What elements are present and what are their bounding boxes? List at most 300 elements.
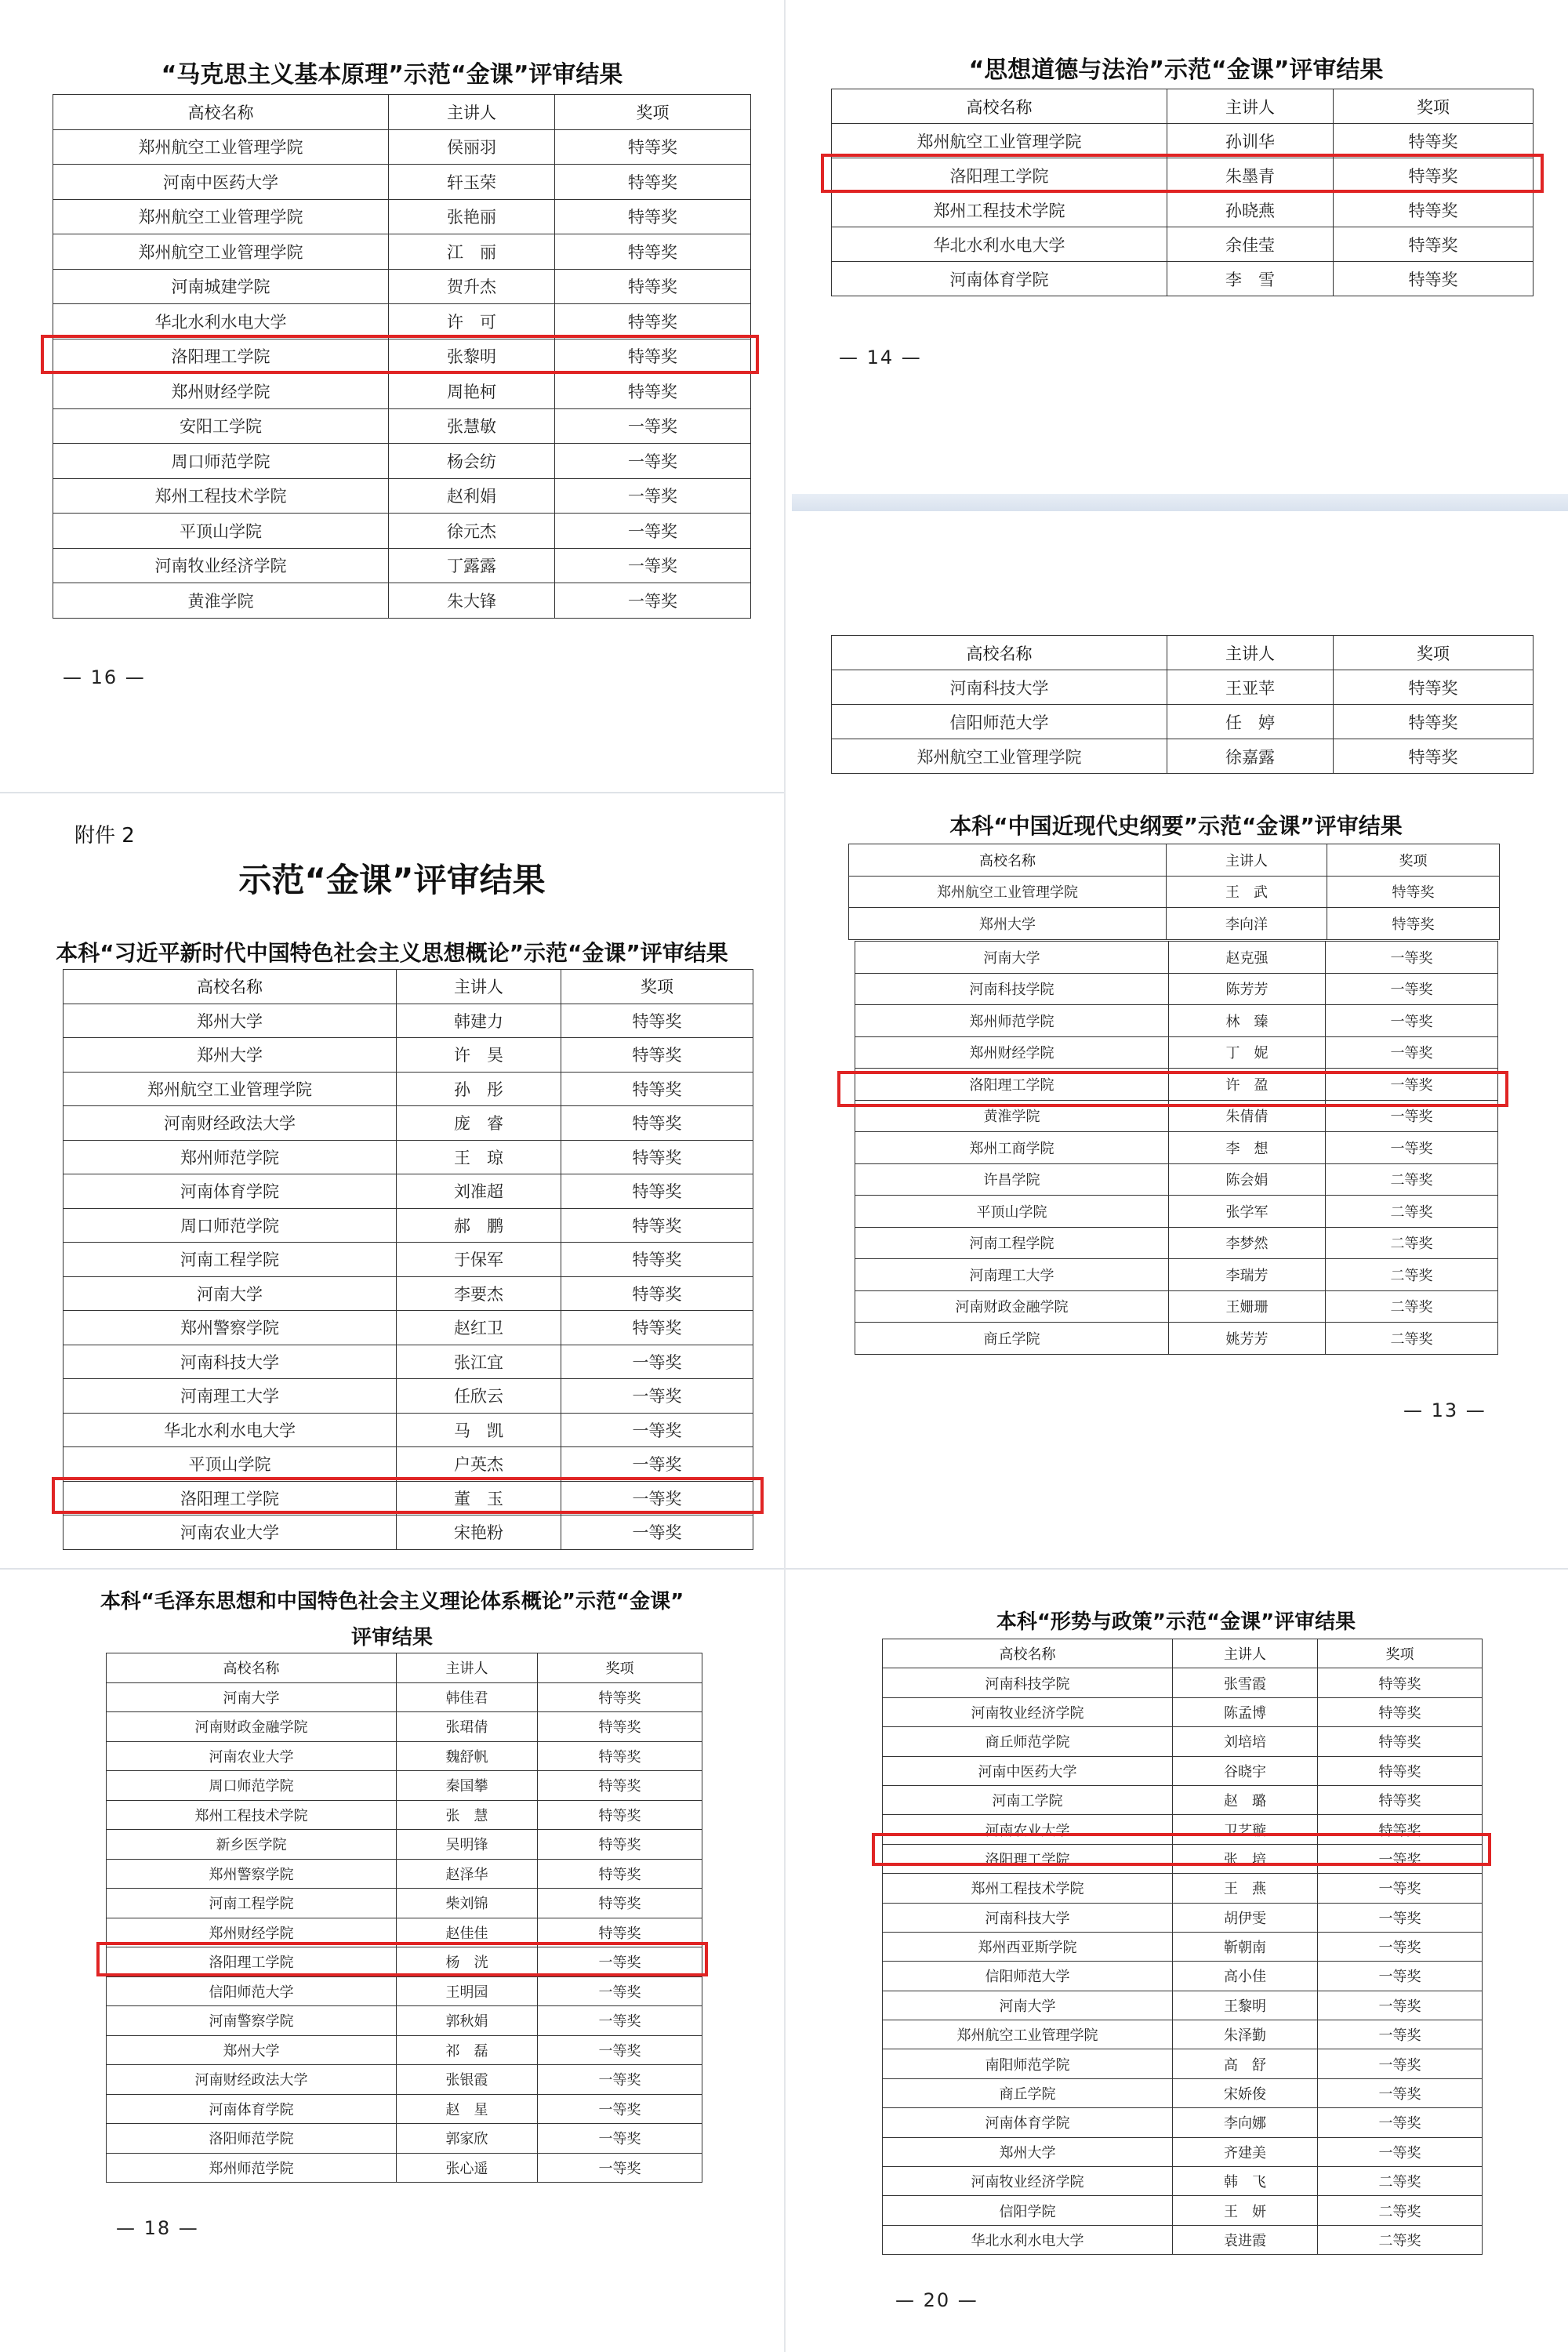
teacher-name: 柴刘锦 [397,1889,538,1918]
award: 特等奖 [1334,705,1534,739]
award: 一等奖 [561,1481,753,1515]
award: 特等奖 [1318,1815,1483,1844]
award: 二等奖 [1326,1196,1498,1228]
school-name: 黄淮学院 [53,583,389,619]
teacher-name: 刘培培 [1173,1727,1318,1756]
teacher-name: 宋娇俊 [1173,2078,1318,2107]
school-name: 河南城建学院 [53,269,389,304]
school-name: 信阳师范大学 [107,1976,397,2006]
award: 一等奖 [561,1379,753,1414]
award: 特等奖 [538,1889,702,1918]
school-name: 郑州大学 [64,1004,397,1038]
table-row [832,670,1534,705]
school-name: 许昌学院 [855,1163,1169,1196]
teacher-name: 韩建力 [397,1004,561,1038]
teacher-name: 李要杰 [397,1276,561,1311]
page-number: — 16 — [63,666,146,688]
table-row [855,1163,1498,1196]
school-name: 郑州航空工业管理学院 [883,2020,1173,2049]
teacher-name: 许 昊 [397,1038,561,1073]
award: 特等奖 [561,1106,753,1141]
school-name: 河南大学 [107,1682,397,1712]
award: 二等奖 [1326,1290,1498,1323]
award: 二等奖 [1326,1227,1498,1259]
award: 特等奖 [1327,876,1500,908]
table-row [64,1311,753,1345]
school-name: 黄淮学院 [855,1100,1169,1132]
school-name: 洛阳理工学院 [832,158,1167,193]
award: 二等奖 [1318,2225,1483,2254]
teacher-name: 谷晓宇 [1173,1756,1318,1785]
teacher-name: 宋艳粉 [397,1515,561,1550]
table-row [64,1345,753,1379]
teacher-name: 祁 磊 [397,2035,538,2065]
award: 特等奖 [555,304,751,339]
table-row [107,1859,702,1889]
school-name: 华北水利水电大学 [883,2225,1173,2254]
school-name: 河南理工大学 [64,1379,397,1414]
school-name: 郑州工商学院 [855,1132,1169,1164]
panel-xingce [792,1576,1568,2352]
teacher-name: 许 可 [389,304,555,339]
table-row [53,199,751,234]
table-row [53,304,751,339]
table-header [832,636,1534,670]
school-name: 河南财经政法大学 [64,1106,397,1141]
award: 一等奖 [555,408,751,444]
teacher-name: 郝 鹏 [397,1208,561,1243]
panel-title: 本科“中国近现代史纲要”示范“金课”评审结果 [949,813,1403,839]
page-number: — 18 — [116,2217,199,2239]
award: 二等奖 [1326,1163,1498,1196]
header-school: 高校名称 [832,89,1167,124]
school-name: 郑州财经学院 [53,374,389,409]
teacher-name: 张银霞 [397,2065,538,2095]
school-name: 郑州大学 [849,908,1167,940]
page-number: — 20 — [895,2289,978,2311]
header-school: 高校名称 [53,95,389,130]
table-row [883,1756,1483,1785]
award: 特等奖 [555,374,751,409]
school-name: 郑州大学 [64,1038,397,1073]
school-name: 平顶山学院 [64,1447,397,1482]
teacher-name: 张珺倩 [397,1712,538,1742]
award: 特等奖 [1318,1727,1483,1756]
table-row [855,1036,1498,1069]
panel-title: 本科“习近平新时代中国特色社会主义思想概论”示范“金课”评审结果 [56,940,728,966]
teacher-name: 孙 彤 [397,1072,561,1106]
page-gap [792,494,1568,511]
results-table [855,941,1498,1355]
school-name: 南阳师范学院 [883,2049,1173,2078]
table-row [855,1323,1498,1355]
award: 特等奖 [1334,262,1534,296]
award: 特等奖 [1334,739,1534,774]
teacher-name: 陈芳芳 [1169,973,1326,1005]
school-name: 河南农业大学 [883,1815,1173,1844]
table-row [883,2108,1483,2137]
award: 特等奖 [561,1208,753,1243]
table-row [64,1515,753,1550]
teacher-name: 李向娜 [1173,2108,1318,2137]
school-name: 郑州工程技术学院 [832,193,1167,227]
table-row [883,2020,1483,2049]
school-name: 郑州工程技术学院 [107,1800,397,1830]
school-name: 郑州航空工业管理学院 [53,199,389,234]
header-teacher: 主讲人 [389,95,555,130]
table-row [53,234,751,270]
award: 一等奖 [538,1976,702,2006]
header-school: 高校名称 [883,1639,1173,1668]
award: 特等奖 [555,199,751,234]
panel-mayuan [0,0,784,784]
teacher-name: 周艳柯 [389,374,555,409]
table-row [883,2167,1483,2196]
school-name: 洛阳理工学院 [883,1844,1173,1873]
table-row [53,408,751,444]
table-row [855,973,1498,1005]
award: 特等奖 [1327,908,1500,940]
table-row [855,1259,1498,1291]
teacher-name: 丁露露 [389,548,555,583]
header-teacher: 主讲人 [397,970,561,1004]
teacher-name: 赵克强 [1169,942,1326,974]
divider-row1 [0,792,784,793]
divider-col [784,0,786,2352]
school-name: 信阳师范大学 [883,1962,1173,1991]
table-row [107,2065,702,2095]
table-row [53,583,751,619]
header-award: 奖项 [1334,89,1534,124]
teacher-name: 张江宜 [397,1345,561,1379]
highlight-box [872,1833,1491,1866]
school-name: 周口师范学院 [64,1208,397,1243]
header-teacher: 主讲人 [397,1653,538,1683]
teacher-name: 韩佳君 [397,1682,538,1712]
table-row [832,705,1534,739]
teacher-name: 高小佳 [1173,1962,1318,1991]
school-name: 郑州航空工业管理学院 [832,739,1167,774]
teacher-name: 贺升杰 [389,269,555,304]
table-row [855,1290,1498,1323]
award: 一等奖 [555,548,751,583]
school-name: 河南科技学院 [855,973,1169,1005]
school-name: 河南牧业经济学院 [53,548,389,583]
school-name: 河南工程学院 [107,1889,397,1918]
teacher-name: 杨 洸 [397,1947,538,1977]
table-row [883,1962,1483,1991]
school-name: 河南体育学院 [883,2108,1173,2137]
school-name: 郑州工程技术学院 [53,478,389,514]
panel-gangyao [792,800,1568,1564]
award: 特等奖 [538,1859,702,1889]
header-award: 奖项 [1318,1639,1483,1668]
highlight-box [96,1942,708,1976]
teacher-name: 张慧敏 [389,408,555,444]
header-award: 奖项 [1334,636,1534,670]
table-row [883,1874,1483,1903]
table-row [883,2225,1483,2254]
teacher-name: 刘准超 [397,1174,561,1209]
table-row [832,124,1534,158]
school-name: 郑州财经学院 [107,1918,397,1947]
table-row [855,1005,1498,1037]
table-row [107,2094,702,2124]
teacher-name: 张艳丽 [389,199,555,234]
teacher-name: 王 武 [1167,876,1327,908]
table-row [883,2078,1483,2107]
table-row [107,2006,702,2036]
table-row [107,1771,702,1801]
award: 一等奖 [538,1947,702,1977]
table-row [53,478,751,514]
teacher-name: 陈会娟 [1169,1163,1326,1196]
teacher-name: 郭家欣 [397,2124,538,2154]
award: 一等奖 [1318,2020,1483,2049]
teacher-name: 庞 睿 [397,1106,561,1141]
school-name: 河南工学院 [883,1785,1173,1814]
award: 一等奖 [561,1413,753,1447]
table-header [832,89,1534,124]
school-name: 郑州大学 [107,2035,397,2065]
table-row [832,193,1534,227]
school-name: 河南工程学院 [855,1227,1169,1259]
table-row [107,1889,702,1918]
school-name: 洛阳理工学院 [855,1069,1169,1101]
header-school: 高校名称 [64,970,397,1004]
teacher-name: 胡伊雯 [1173,1903,1318,1932]
table-row [107,1830,702,1860]
table-row [855,1196,1498,1228]
award: 一等奖 [1318,1991,1483,2020]
table-row [53,269,751,304]
teacher-name: 户英杰 [397,1447,561,1482]
award: 特等奖 [561,1276,753,1311]
table-row [64,1038,753,1073]
school-name: 河南科技大学 [832,670,1167,705]
teacher-name: 张 培 [1173,1844,1318,1873]
award: 特等奖 [561,1174,753,1209]
school-name: 洛阳理工学院 [107,1947,397,1977]
table-row [53,165,751,200]
teacher-name: 孙训华 [1167,124,1334,158]
teacher-name: 朱墨青 [1167,158,1334,193]
results-table [63,969,753,1550]
award: 一等奖 [1318,2078,1483,2107]
award: 一等奖 [1326,1005,1498,1037]
panel-sixiu [792,0,1568,784]
school-name: 郑州航空工业管理学院 [832,124,1167,158]
school-name: 河南科技大学 [883,1903,1173,1932]
teacher-name: 李瑞芳 [1169,1259,1326,1291]
teacher-name: 赵佳佳 [397,1918,538,1947]
table-row [883,1903,1483,1932]
school-name: 河南财经政法大学 [107,2065,397,2095]
award: 一等奖 [561,1515,753,1550]
header-award: 奖项 [555,95,751,130]
teacher-name: 余佳莹 [1167,227,1334,262]
school-name: 河南大学 [855,942,1169,974]
teacher-name: 秦国攀 [397,1771,538,1801]
school-name: 郑州航空工业管理学院 [53,234,389,270]
award: 特等奖 [561,1004,753,1038]
school-name: 河南体育学院 [64,1174,397,1209]
teacher-name: 于保军 [397,1243,561,1277]
award: 一等奖 [538,2006,702,2036]
school-name: 河南大学 [883,1991,1173,2020]
school-name: 河南理工大学 [855,1259,1169,1291]
award: 一等奖 [555,478,751,514]
award: 一等奖 [561,1447,753,1482]
award: 一等奖 [555,444,751,479]
teacher-name: 李 雪 [1167,262,1334,296]
award: 一等奖 [538,2094,702,2124]
header-teacher: 主讲人 [1173,1639,1318,1668]
teacher-name: 卫艺璇 [1173,1815,1318,1844]
school-name: 安阳工学院 [53,408,389,444]
header-teacher: 主讲人 [1167,636,1334,670]
award: 特等奖 [555,269,751,304]
award: 一等奖 [538,2065,702,2095]
teacher-name: 魏舒帆 [397,1741,538,1771]
teacher-name: 朱倩倩 [1169,1100,1326,1132]
school-name: 郑州财经学院 [855,1036,1169,1069]
award: 一等奖 [1318,1903,1483,1932]
award: 特等奖 [1318,1668,1483,1697]
award: 一等奖 [1318,2049,1483,2078]
award: 一等奖 [1318,2137,1483,2166]
table-row [64,1140,753,1174]
results-table-top [848,844,1500,940]
school-name: 郑州大学 [883,2137,1173,2166]
award: 一等奖 [555,583,751,619]
school-name: 商丘学院 [855,1323,1169,1355]
table-header [107,1653,702,1683]
header-award: 奖项 [1327,844,1500,877]
school-name: 郑州警察学院 [64,1311,397,1345]
teacher-name: 陈孟博 [1173,1697,1318,1726]
table-row [64,1072,753,1106]
teacher-name: 江 丽 [389,234,555,270]
school-name: 郑州航空工业管理学院 [53,129,389,165]
table-row [53,129,751,165]
school-name: 河南牧业经济学院 [883,2167,1173,2196]
teacher-name: 马 凯 [397,1413,561,1447]
school-name: 商丘学院 [883,2078,1173,2107]
table-row [64,1447,753,1482]
highlight-box [837,1071,1508,1107]
results-table [882,1639,1483,2255]
award: 特等奖 [538,1682,702,1712]
teacher-name: 张心遥 [397,2153,538,2183]
panel-title: 本科“形势与政策”示范“金课”评审结果 [996,1610,1356,1634]
award: 一等奖 [1318,1844,1483,1873]
award: 特等奖 [1334,124,1534,158]
school-name: 平顶山学院 [53,514,389,549]
award: 一等奖 [555,514,751,549]
table-row [107,1741,702,1771]
teacher-name: 任欣云 [397,1379,561,1414]
header-award: 奖项 [561,970,753,1004]
award: 一等奖 [1318,1962,1483,1991]
school-name: 郑州工程技术学院 [883,1874,1173,1903]
teacher-name: 李向洋 [1167,908,1327,940]
teacher-name: 张雪霞 [1173,1668,1318,1697]
teacher-name: 高 舒 [1173,2049,1318,2078]
school-name: 郑州西亚斯学院 [883,1932,1173,1961]
table-row [883,1785,1483,1814]
award: 特等奖 [561,1038,753,1073]
highlight-box [41,335,759,374]
award: 一等奖 [538,2153,702,2183]
panel-title-line1: 本科“毛泽东思想和中国特色社会主义理论体系概论”示范“金课” [100,1590,684,1613]
school-name: 河南体育学院 [107,2094,397,2124]
teacher-name: 林 臻 [1169,1005,1326,1037]
school-name: 河南中医药大学 [883,1756,1173,1785]
award: 特等奖 [555,129,751,165]
award: 特等奖 [555,234,751,270]
teacher-name: 徐嘉露 [1167,739,1334,774]
teacher-name: 丁 妮 [1169,1036,1326,1069]
school-name: 华北水利水电大学 [64,1413,397,1447]
table-row [107,2153,702,2183]
teacher-name: 张黎明 [389,339,555,374]
school-name: 河南科技学院 [883,1668,1173,1697]
school-name: 洛阳师范学院 [107,2124,397,2154]
teacher-name: 韩 飞 [1173,2167,1318,2196]
teacher-name: 赵 璐 [1173,1785,1318,1814]
table-row [107,2035,702,2065]
award: 二等奖 [1326,1259,1498,1291]
award: 一等奖 [538,2124,702,2154]
school-name: 郑州师范学院 [64,1140,397,1174]
table-row [107,1712,702,1742]
attachment-label: 附件 2 [74,824,135,848]
school-name: 华北水利水电大学 [53,304,389,339]
school-name: 周口师范学院 [107,1771,397,1801]
award: 一等奖 [561,1345,753,1379]
teacher-name: 姚芳芳 [1169,1323,1326,1355]
teacher-name: 赵利娟 [389,478,555,514]
teacher-name: 王黎明 [1173,1991,1318,2020]
award: 一等奖 [1326,1132,1498,1164]
table-row [107,1682,702,1712]
school-name: 洛阳理工学院 [53,339,389,374]
award: 特等奖 [1318,1785,1483,1814]
table-row [64,1004,753,1038]
page-number: — 13 — [1403,1399,1486,1421]
table-row [64,1208,753,1243]
award: 二等奖 [1318,2167,1483,2196]
teacher-name: 孙晓燕 [1167,193,1334,227]
teacher-name: 王 琼 [397,1140,561,1174]
panel-maogai [0,1576,784,2352]
school-name: 洛阳理工学院 [64,1481,397,1515]
table-row [832,739,1534,774]
teacher-name: 齐建美 [1173,2137,1318,2166]
award: 一等奖 [1318,2108,1483,2137]
award: 特等奖 [538,1800,702,1830]
teacher-name: 郭秋娟 [397,2006,538,2036]
main-title: 示范“金课”评审结果 [238,861,546,899]
school-name: 平顶山学院 [855,1196,1169,1228]
award: 一等奖 [1318,1874,1483,1903]
panel-title-line2: 评审结果 [350,1626,433,1650]
school-name: 郑州航空工业管理学院 [64,1072,397,1106]
school-name: 河南大学 [64,1276,397,1311]
school-name: 河南科技大学 [64,1345,397,1379]
table-header [883,1639,1483,1668]
